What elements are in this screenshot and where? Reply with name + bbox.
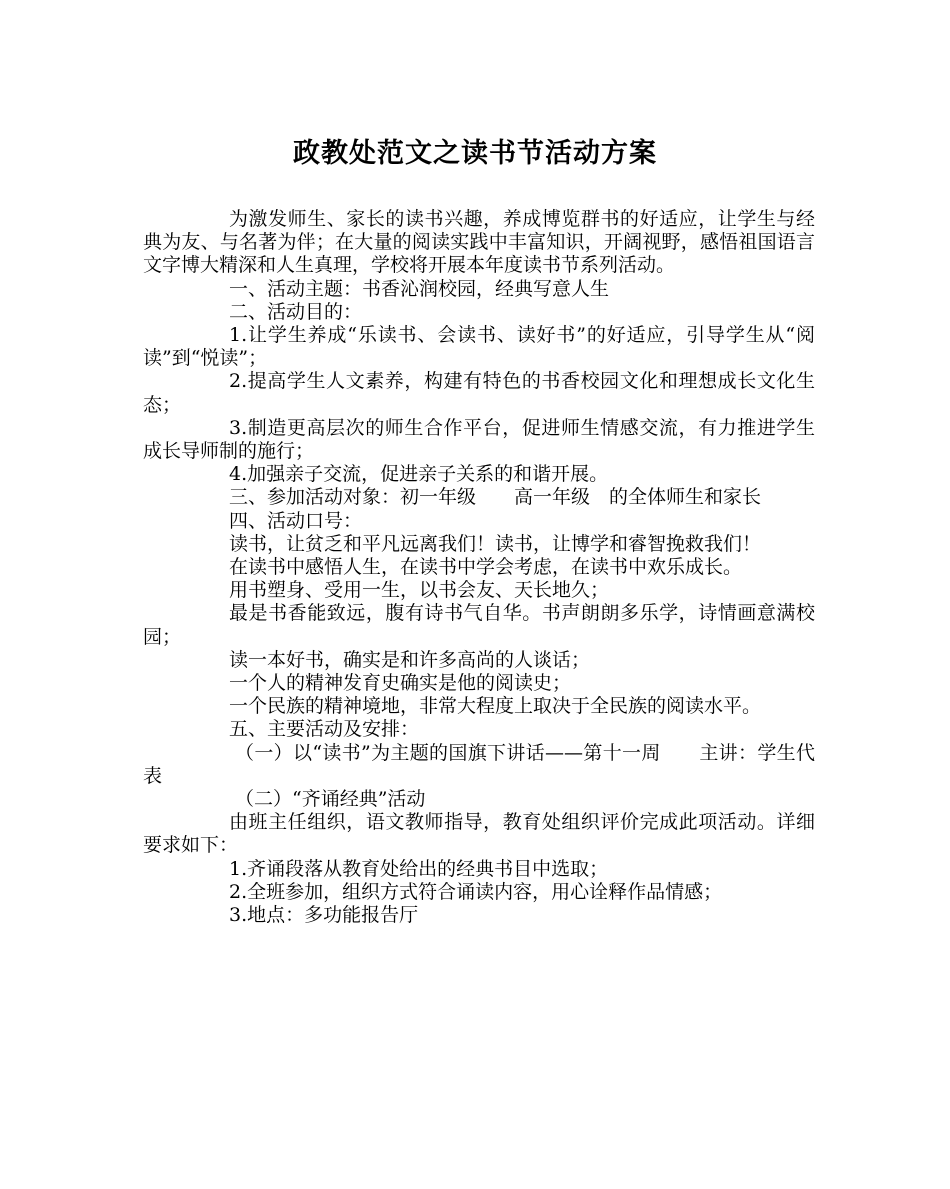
purpose-item-3: 3.制造更高层次的师生合作平台，促进师生情感交流，有力推进学生成长导师制的施行； — [143, 416, 815, 463]
section-slogan-heading: 四、活动口号： — [229, 509, 363, 532]
slogan-line-3: 用书塑身、受用一生，以书会友、天长地久； — [229, 579, 610, 602]
slogan-line-7: 一个民族的精神境地，非常大程度上取决于全民族的阅读水平。 — [229, 695, 762, 718]
purpose-item-1: 1.让学生养成“乐读书、会读书、读好书”的好适应，引导学生从“阅读”到“悦读”； — [143, 324, 815, 370]
purpose-item-4: 4.加强亲子交流，促进亲子关系的和谐开展。 — [229, 463, 609, 486]
activity-1: （一）以“读书”为主题的国旗下讲话——第十一周 主讲：学生代表 — [143, 741, 815, 787]
intro-paragraph: 为激发师生、家长的读书兴趣，养成博览群书的好适应，让学生与经典为友、与名著为伴；在大量的阅读实践中丰富知识，开阔视野，感悟祖国语言文字博大精深和人生真理，学校将开展本年度读书节系列活动。 — [143, 208, 815, 277]
section-theme: 一、活动主题：书香沁润校园，经典写意人生 — [229, 277, 610, 300]
section-purpose-heading: 二、活动目的： — [229, 300, 363, 323]
activity-2-description: 由班主任组织，语文教师指导，教育处组织评价完成此项活动。详细要求如下： — [143, 811, 815, 857]
activity-2-requirement-2: 2.全班参加，组织方式符合诵读内容，用心诠释作品情感； — [229, 880, 723, 903]
section-participants: 三、参加活动对象：初一年级 高一年级 的全体师生和家长 — [229, 486, 762, 509]
slogan-line-5: 读一本好书，确实是和许多高尚的人谈话； — [229, 648, 591, 671]
slogan-line-2: 在读书中感悟人生，在读书中学会考虑，在读书中欢乐成长。 — [229, 556, 743, 579]
activity-2-requirement-3: 3.地点：多功能报告厅 — [229, 904, 419, 927]
document-body — [143, 208, 815, 927]
section-activities-heading: 五、主要活动及安排： — [229, 718, 420, 741]
activity-2-requirement-1: 1.齐诵段落从教育处给出的经典书目中选取； — [229, 857, 609, 880]
slogan-line-1: 读书，让贫乏和平凡远离我们！读书，让博学和睿智挽救我们！ — [229, 532, 762, 555]
slogan-line-4: 最是书香能致远，腹有诗书气自华。书声朗朗多乐学，诗情画意满校园； — [143, 602, 815, 648]
slogan-line-6: 一个人的精神发育史确实是他的阅读史； — [229, 672, 572, 695]
activity-2-heading: （二）“齐诵经典”活动 — [235, 788, 426, 811]
purpose-item-2: 2.提高学生人文素养，构建有特色的书香校园文化和理想成长文化生态； — [143, 370, 815, 416]
document-title: 政教处范文之读书节活动方案 — [293, 138, 657, 169]
